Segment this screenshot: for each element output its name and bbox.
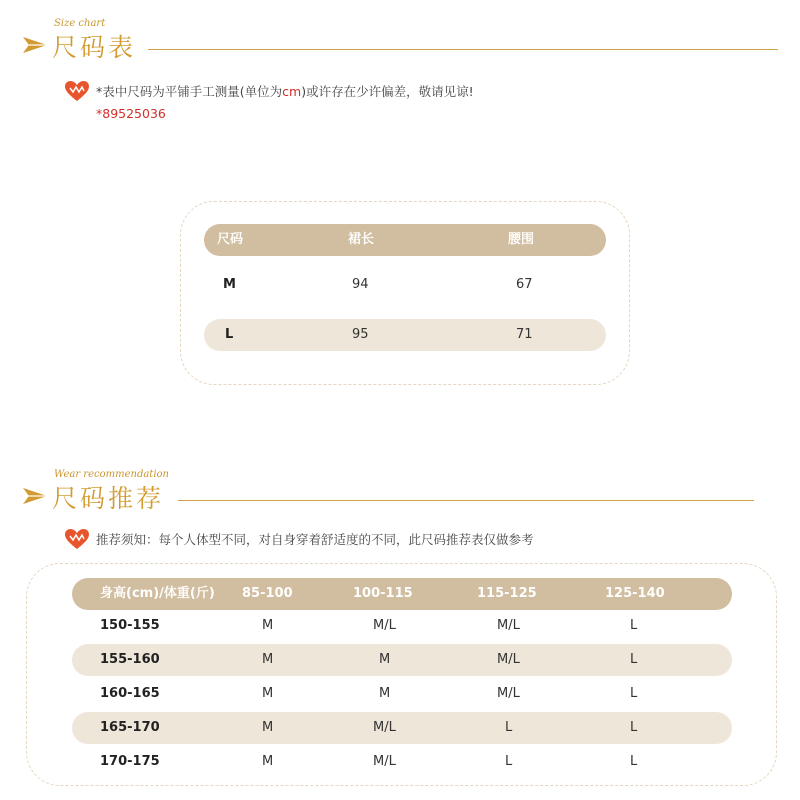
size-cell: M/L [373, 618, 396, 633]
size-cell: M [379, 686, 391, 701]
size-chart-title: 尺码表 [52, 33, 137, 62]
size-chart-header-length: 裙长 [348, 232, 375, 247]
height-cell: 150-155 [100, 618, 160, 633]
size-cell: M [262, 720, 274, 735]
size-cell: L [630, 720, 638, 735]
table-row [204, 319, 606, 351]
header-range-1: 85-100 [242, 586, 293, 601]
size-chart-header-size: 尺码 [217, 232, 244, 247]
size-cell: L [630, 754, 638, 769]
size-chart-card [180, 201, 630, 385]
table-row [72, 746, 732, 778]
size-cell: L [630, 618, 638, 633]
height-cell: 155-160 [100, 652, 160, 667]
size-chart-script-label: Size chart [54, 18, 106, 29]
size-chart-header-waist: 腰围 [508, 232, 535, 247]
waist-cell: 67 [516, 277, 533, 292]
measurement-unit: cm [282, 84, 302, 99]
heart-icon [64, 80, 90, 102]
size-cell: M [379, 652, 391, 667]
size-chart-header-row [204, 224, 606, 256]
heart-icon [64, 528, 90, 550]
table-row [204, 269, 606, 301]
size-cell: L [630, 652, 638, 667]
recommendation-header-row [72, 578, 732, 610]
waist-cell: 71 [516, 327, 533, 342]
table-row [72, 644, 732, 676]
length-cell: 94 [352, 277, 369, 292]
size-cell: L [630, 686, 638, 701]
recommendation-card [26, 563, 777, 786]
size-cell: L [225, 327, 234, 342]
recommendation-heading [22, 469, 762, 519]
size-cell: M/L [497, 652, 520, 667]
size-cell: M/L [373, 754, 396, 769]
recommendation-title: 尺码推荐 [52, 484, 165, 513]
header-range-4: 125-140 [605, 586, 665, 601]
product-code: *89525036 [96, 106, 166, 121]
size-chart-divider [148, 49, 778, 50]
size-chart-heading [22, 18, 782, 68]
paper-plane-icon [22, 34, 48, 56]
recommendation-note [64, 528, 764, 552]
header-height-weight: 身高(cm)/体重(斤) [100, 586, 215, 601]
header-range-3: 115-125 [477, 586, 537, 601]
header-range-2: 100-115 [353, 586, 413, 601]
size-cell: M [262, 618, 274, 633]
height-cell: 165-170 [100, 720, 160, 735]
recommendation-script-label: Wear recommendation [54, 469, 169, 480]
paper-plane-icon [22, 485, 48, 507]
size-cell: M/L [497, 618, 520, 633]
size-cell: L [505, 754, 513, 769]
size-cell: M [262, 754, 274, 769]
size-cell: M/L [497, 686, 520, 701]
size-cell: M/L [373, 720, 396, 735]
size-cell: L [505, 720, 513, 735]
table-row [72, 678, 732, 710]
table-row [72, 712, 732, 744]
height-cell: 170-175 [100, 754, 160, 769]
size-cell: M [262, 652, 274, 667]
size-cell: M [223, 277, 236, 292]
size-chart-note [64, 80, 764, 124]
measurement-note [96, 82, 474, 100]
measurement-note-suffix: )或许存在少许偏差，敬请见谅! [301, 84, 474, 99]
height-cell: 160-165 [100, 686, 160, 701]
size-cell: M [262, 686, 274, 701]
recommendation-divider [178, 500, 754, 501]
table-row [72, 610, 732, 642]
length-cell: 95 [352, 327, 369, 342]
measurement-note-prefix: *表中尺码为平铺手工测量(单位为 [96, 84, 283, 99]
recommendation-note-text: 推荐须知：每个人体型不同，对自身穿着舒适度的不同，此尺码推荐表仅做参考 [96, 532, 534, 547]
